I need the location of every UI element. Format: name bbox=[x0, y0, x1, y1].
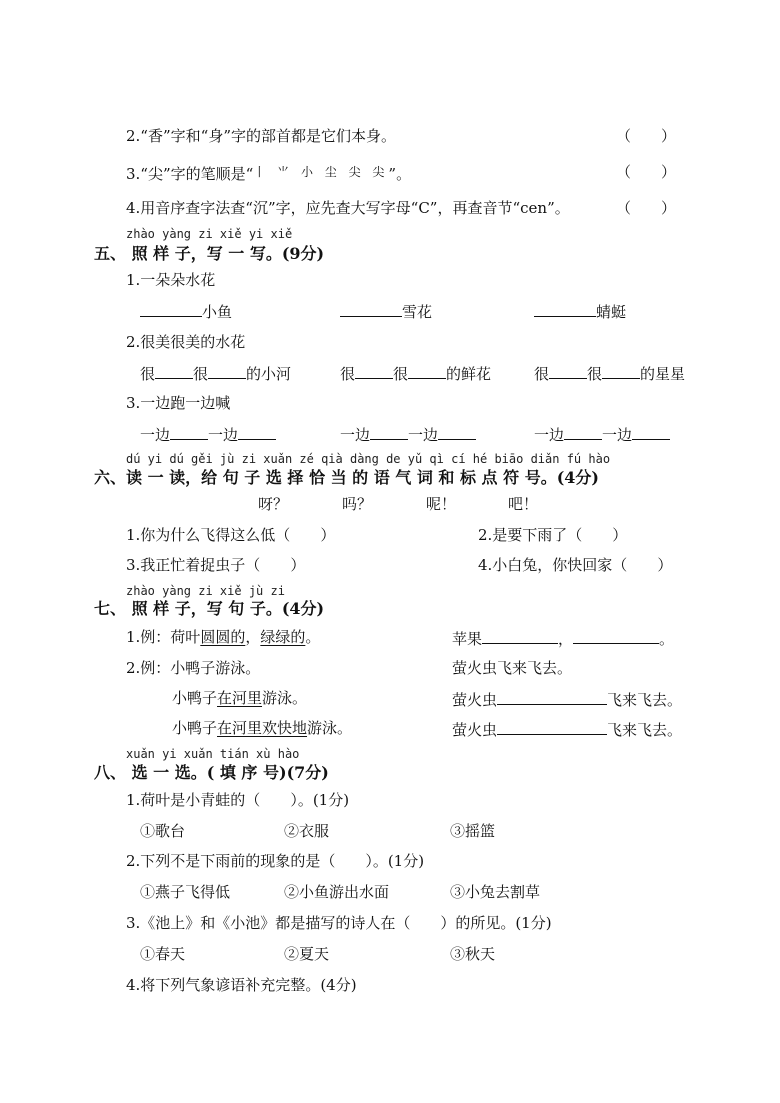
s5-q2-label1: 的小河 bbox=[246, 365, 292, 383]
s7-q1: 1.例：荷叶圆圆的，绿绿的。 bbox=[126, 628, 321, 646]
s4-q3-answer-paren[interactable]: （ ） bbox=[616, 163, 677, 181]
s6-option-2: 吗？ bbox=[342, 495, 373, 513]
s8-q4: 4.将下列气象谚语补充完整。(4分) bbox=[126, 976, 357, 994]
s7-fill-1[interactable]: 萤火虫 飞来飞去。 bbox=[452, 688, 682, 710]
s6-option-3: 呢！ bbox=[426, 495, 457, 513]
s5-q2-item1[interactable]: 很 很 的小河 bbox=[140, 362, 291, 384]
s8-q2-opt3: ③小兔去割草 bbox=[450, 883, 541, 901]
s6-item-1[interactable]: 1.你为什么飞得这么低（ ） bbox=[126, 526, 336, 544]
s8-q1-opt2: ②衣服 bbox=[284, 822, 330, 840]
s4-q3-strokes: 丨 ⺌ 小 尘 尖 尖 bbox=[253, 165, 389, 179]
s7-pinyin: zhào yàng zi xiě jù zi bbox=[126, 584, 285, 598]
s8-q1-opt3: ③摇篮 bbox=[450, 822, 496, 840]
s7-example-2: 小鸭子在河里欢快地游泳。 bbox=[172, 719, 353, 737]
s8-q2-opt1: ①燕子飞得低 bbox=[140, 883, 231, 901]
s5-q1-item1[interactable] bbox=[140, 300, 232, 322]
s5-q1: 1.一朵朵水花 bbox=[126, 271, 216, 289]
s7-title: 七、 照 样 子，写 句 子。(4分) bbox=[94, 599, 325, 618]
s5-q2-label3: 的星星 bbox=[640, 365, 686, 383]
s7-example-2-underline: 在河里欢快地 bbox=[217, 719, 308, 737]
s7-q1-underline-1: 圆圆的 bbox=[200, 628, 246, 646]
s6-item-2[interactable]: 2.是要下雨了（ ） bbox=[478, 526, 628, 544]
s5-pinyin: zhào yàng zi xiě yi xiě bbox=[126, 227, 293, 241]
s5-q3: 3.一边跑一边喊 bbox=[126, 394, 231, 412]
s7-q2: 2.例：小鸭子游泳。 bbox=[126, 659, 261, 677]
s6-item-3[interactable]: 3.我正忙着捉虫子（ ） bbox=[126, 556, 306, 574]
s6-option-1: 呀？ bbox=[258, 495, 289, 513]
s5-title: 五、 照 样 子，写 一 写。(9分) bbox=[94, 244, 325, 263]
s6-option-4: 吧！ bbox=[508, 495, 539, 513]
s7-example-1-underline: 在河里 bbox=[217, 689, 263, 707]
s5-q3-item3[interactable]: 一边 一边 bbox=[534, 423, 670, 445]
s5-q1-item3[interactable] bbox=[534, 300, 626, 322]
s5-q1-item2[interactable] bbox=[340, 300, 432, 322]
s8-q3[interactable]: 3.《池上》和《小池》都是描写的诗人在（ ）的所见。(1分) bbox=[126, 914, 552, 932]
s4-q3-text: 3.“尖”字的笔顺是“ bbox=[126, 165, 254, 183]
s8-q2[interactable]: 2.下列不是下雨前的现象的是（ ）。(1分) bbox=[126, 852, 425, 870]
s4-q4-answer-paren[interactable]: （ ） bbox=[616, 199, 677, 217]
s7-fill-2[interactable]: 萤火虫 飞来飞去。 bbox=[452, 718, 682, 740]
s6-pinyin: dú yi dú gěi jù zi xuǎn zé qià dàng de yǔ qì cí hé biāo diǎn fú hào bbox=[126, 452, 611, 466]
s5-q1-label3: 蜻蜓 bbox=[596, 303, 627, 321]
s5-q3-item1[interactable]: 一边 一边 bbox=[140, 423, 276, 445]
s5-q2: 2.很美很美的水花 bbox=[126, 333, 246, 351]
s7-q1-underline-2: 绿绿的 bbox=[260, 628, 306, 646]
s8-q3-opt3: ③秋天 bbox=[450, 945, 496, 963]
s8-q1[interactable]: 1.荷叶是小青蛙的（ ）。(1分) bbox=[126, 791, 350, 809]
s5-q2-item3[interactable]: 很 很 的星星 bbox=[534, 362, 685, 384]
s8-q1-opt1: ①歌台 bbox=[140, 822, 186, 840]
s8-q3-opt2: ②夏天 bbox=[284, 945, 330, 963]
s6-item-4[interactable]: 4.小白兔，你快回家（ ） bbox=[478, 556, 673, 574]
s4-q2-answer-paren[interactable]: （ ） bbox=[616, 127, 677, 145]
s5-q1-label1: 小鱼 bbox=[202, 303, 233, 321]
s5-q2-label2: 的鲜花 bbox=[446, 365, 492, 383]
s4-q2: 2.“香”字和“身”字的部首都是它们本身。 bbox=[126, 127, 396, 145]
s6-title: 六、读 一 读，给 句 子 选 择 恰 当 的 语 气 词 和 标 点 符 号。(4分) bbox=[94, 468, 599, 487]
s5-q2-item2[interactable]: 很 很 的鲜花 bbox=[340, 362, 491, 384]
s8-title: 八、 选 一 选。( 填 序 号)(7分) bbox=[94, 763, 329, 782]
s4-q3-end: ”。 bbox=[388, 165, 412, 183]
s7-q2-fill-sentence: 萤火虫飞来飞去。 bbox=[452, 659, 573, 677]
s8-q3-opt1: ①春天 bbox=[140, 945, 186, 963]
s5-q1-label2: 雪花 bbox=[402, 303, 433, 321]
s4-q4: 4.用音序查字法查“沉”字，应先查大写字母“C”，再查音节“cen”。 bbox=[126, 199, 570, 217]
s8-pinyin: xuǎn yi xuǎn tián xù hào bbox=[126, 747, 300, 761]
s8-q2-opt2: ②小鱼游出水面 bbox=[284, 883, 390, 901]
s7-example-1: 小鸭子在河里游泳。 bbox=[172, 689, 308, 707]
s5-q3-item2[interactable]: 一边 一边 bbox=[340, 423, 476, 445]
s4-q3 bbox=[126, 162, 411, 184]
s7-q1-fill[interactable]: 苹果 ， 。 bbox=[452, 627, 674, 649]
